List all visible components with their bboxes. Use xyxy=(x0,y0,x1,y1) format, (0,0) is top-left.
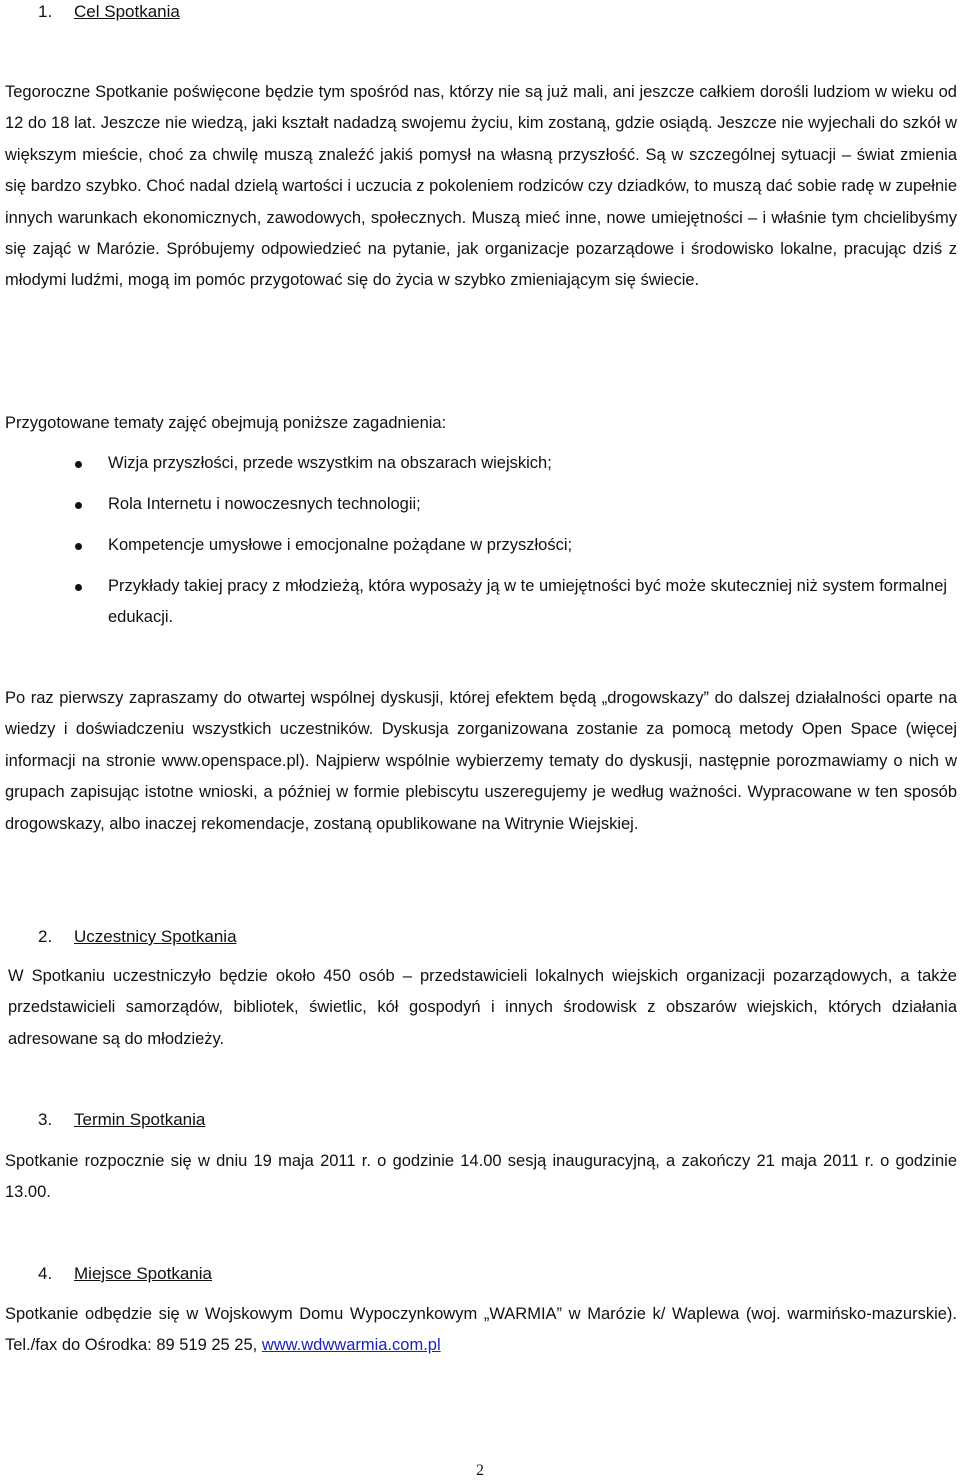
bullet-icon xyxy=(75,584,82,591)
topics-intro: Przygotowane tematy zajęć obejmują poniższe zagadnienia: xyxy=(5,414,447,432)
section-number: 3. xyxy=(38,1110,53,1129)
section-title: Uczestnicy Spotkania xyxy=(74,927,237,946)
section-heading-goal xyxy=(38,1,180,23)
website-link[interactable]: www.wdwwarmia.com.pl xyxy=(261,1336,441,1355)
bullet-icon xyxy=(75,461,82,468)
section-number: 2. xyxy=(38,927,53,946)
intro-paragraph: Tegoroczne Spotkanie poświęcone będzie tym spośród nas, którzy nie są już mali, ani jeszcze całkiem dorośli ludziom w wieku od 12 do 18 lat. Jeszcze nie wiedzą, jaki kształt nadadzą swojemu życiu, kim zostaną, gdzie osiądą. Jeszcze nie wyjechali do szkół w większym mieście, choć za chwilę muszą znaleźć jakiś pomysł na własną przyszłość. Są w szczególnej sytuacji – świat zmienia się bardzo szybko. Choć nadal dzielą wartości i uczucia z pokoleniem rodziców czy dziadków, to muszą dać sobie radę w zupełnie innych warunkach ekonomicznych, zawodowych, społecznych. Muszą mieć inne, nowe umiejętności – i właśnie tym chcielibyśmy się zająć w Marózie. Spróbujemy odpowiedzieć na pytanie, jak organizacje pozarządowe i środowisko lokalne, pracując dziś z młodymi ludźmi, mogą im pomóc przygotować się do życia w szybko zmieniającym się świecie. xyxy=(5,83,957,290)
list-item: Przykłady takiej pracy z młodzieżą, która wyposaży ją w te umiejętności być może skuteczniej niż system formalnej edukacji. xyxy=(70,571,950,634)
section-heading-place xyxy=(38,1263,212,1285)
section-heading-participants xyxy=(38,926,237,948)
list-item: Wizja przyszłości, przede wszystkim na obszarach wiejskich; xyxy=(70,448,950,479)
discussion-paragraph: Po raz pierwszy zapraszamy do otwartej wspólnej dyskusji, której efektem będą „drogowskazy” do dalszej działalności oparte na wiedzy i doświadczeniu wszystkich uczestników. Dyskusja zorganizowana zostanie za pomocą metody Open Space (więcej informacji na stronie www.openspace.pl). Najpierw wspólnie wybierzemy tematy do dyskusji, następnie porozmawiamy o nich w grupach zapisując istotne wnioski, a później w formie plebiscytu uszeregujemy je według ważności. Wypracowane w ten sposób drogowskazy, albo inaczej rekomendacje, zostaną opublikowane na Witrynie Wiejskiej. xyxy=(5,689,957,833)
section-title: Termin Spotkania xyxy=(74,1110,206,1129)
participants-paragraph: W Spotkaniu uczestniczyło będzie około 450 osób – przedstawicieli lokalnych wiejskich organizacji pozarządowych, a także przedstawicieli samorządów, bibliotek, świetlic, kół gospodyń i innych środowisk z obszarów wiejskich, których działania adresowane są do młodzieży. xyxy=(8,967,957,1048)
place-paragraph xyxy=(5,1299,957,1362)
section-title: Cel Spotkania xyxy=(74,2,180,21)
list-item: Kompetencje umysłowe i emocjonalne pożądane w przyszłości; xyxy=(70,530,950,561)
list-item: Rola Internetu i nowoczesnych technologii; xyxy=(70,489,950,520)
page-number: 2 xyxy=(476,1462,484,1479)
section-heading-date xyxy=(38,1109,205,1131)
bullet-icon xyxy=(75,502,82,509)
section-title: Miejsce Spotkania xyxy=(74,1264,212,1283)
bullet-icon xyxy=(75,543,82,550)
section-number: 1. xyxy=(38,2,53,21)
date-paragraph: Spotkanie rozpocznie się w dniu 19 maja 2011 r. o godzinie 14.00 sesją inauguracyjną, a zakończy 21 maja 2011 r. o godzinie 13.00. xyxy=(5,1152,957,1202)
place-text: Spotkanie odbędzie się w Wojskowym Domu Wypoczynkowym „WARMIA” w Marózie k/ Waplewa (woj. warmińsko-mazurskie). Tel./fax do Ośrodka: 89 519 25 25, xyxy=(5,1305,957,1355)
section-number: 4. xyxy=(38,1264,53,1283)
topics-list xyxy=(70,448,950,643)
